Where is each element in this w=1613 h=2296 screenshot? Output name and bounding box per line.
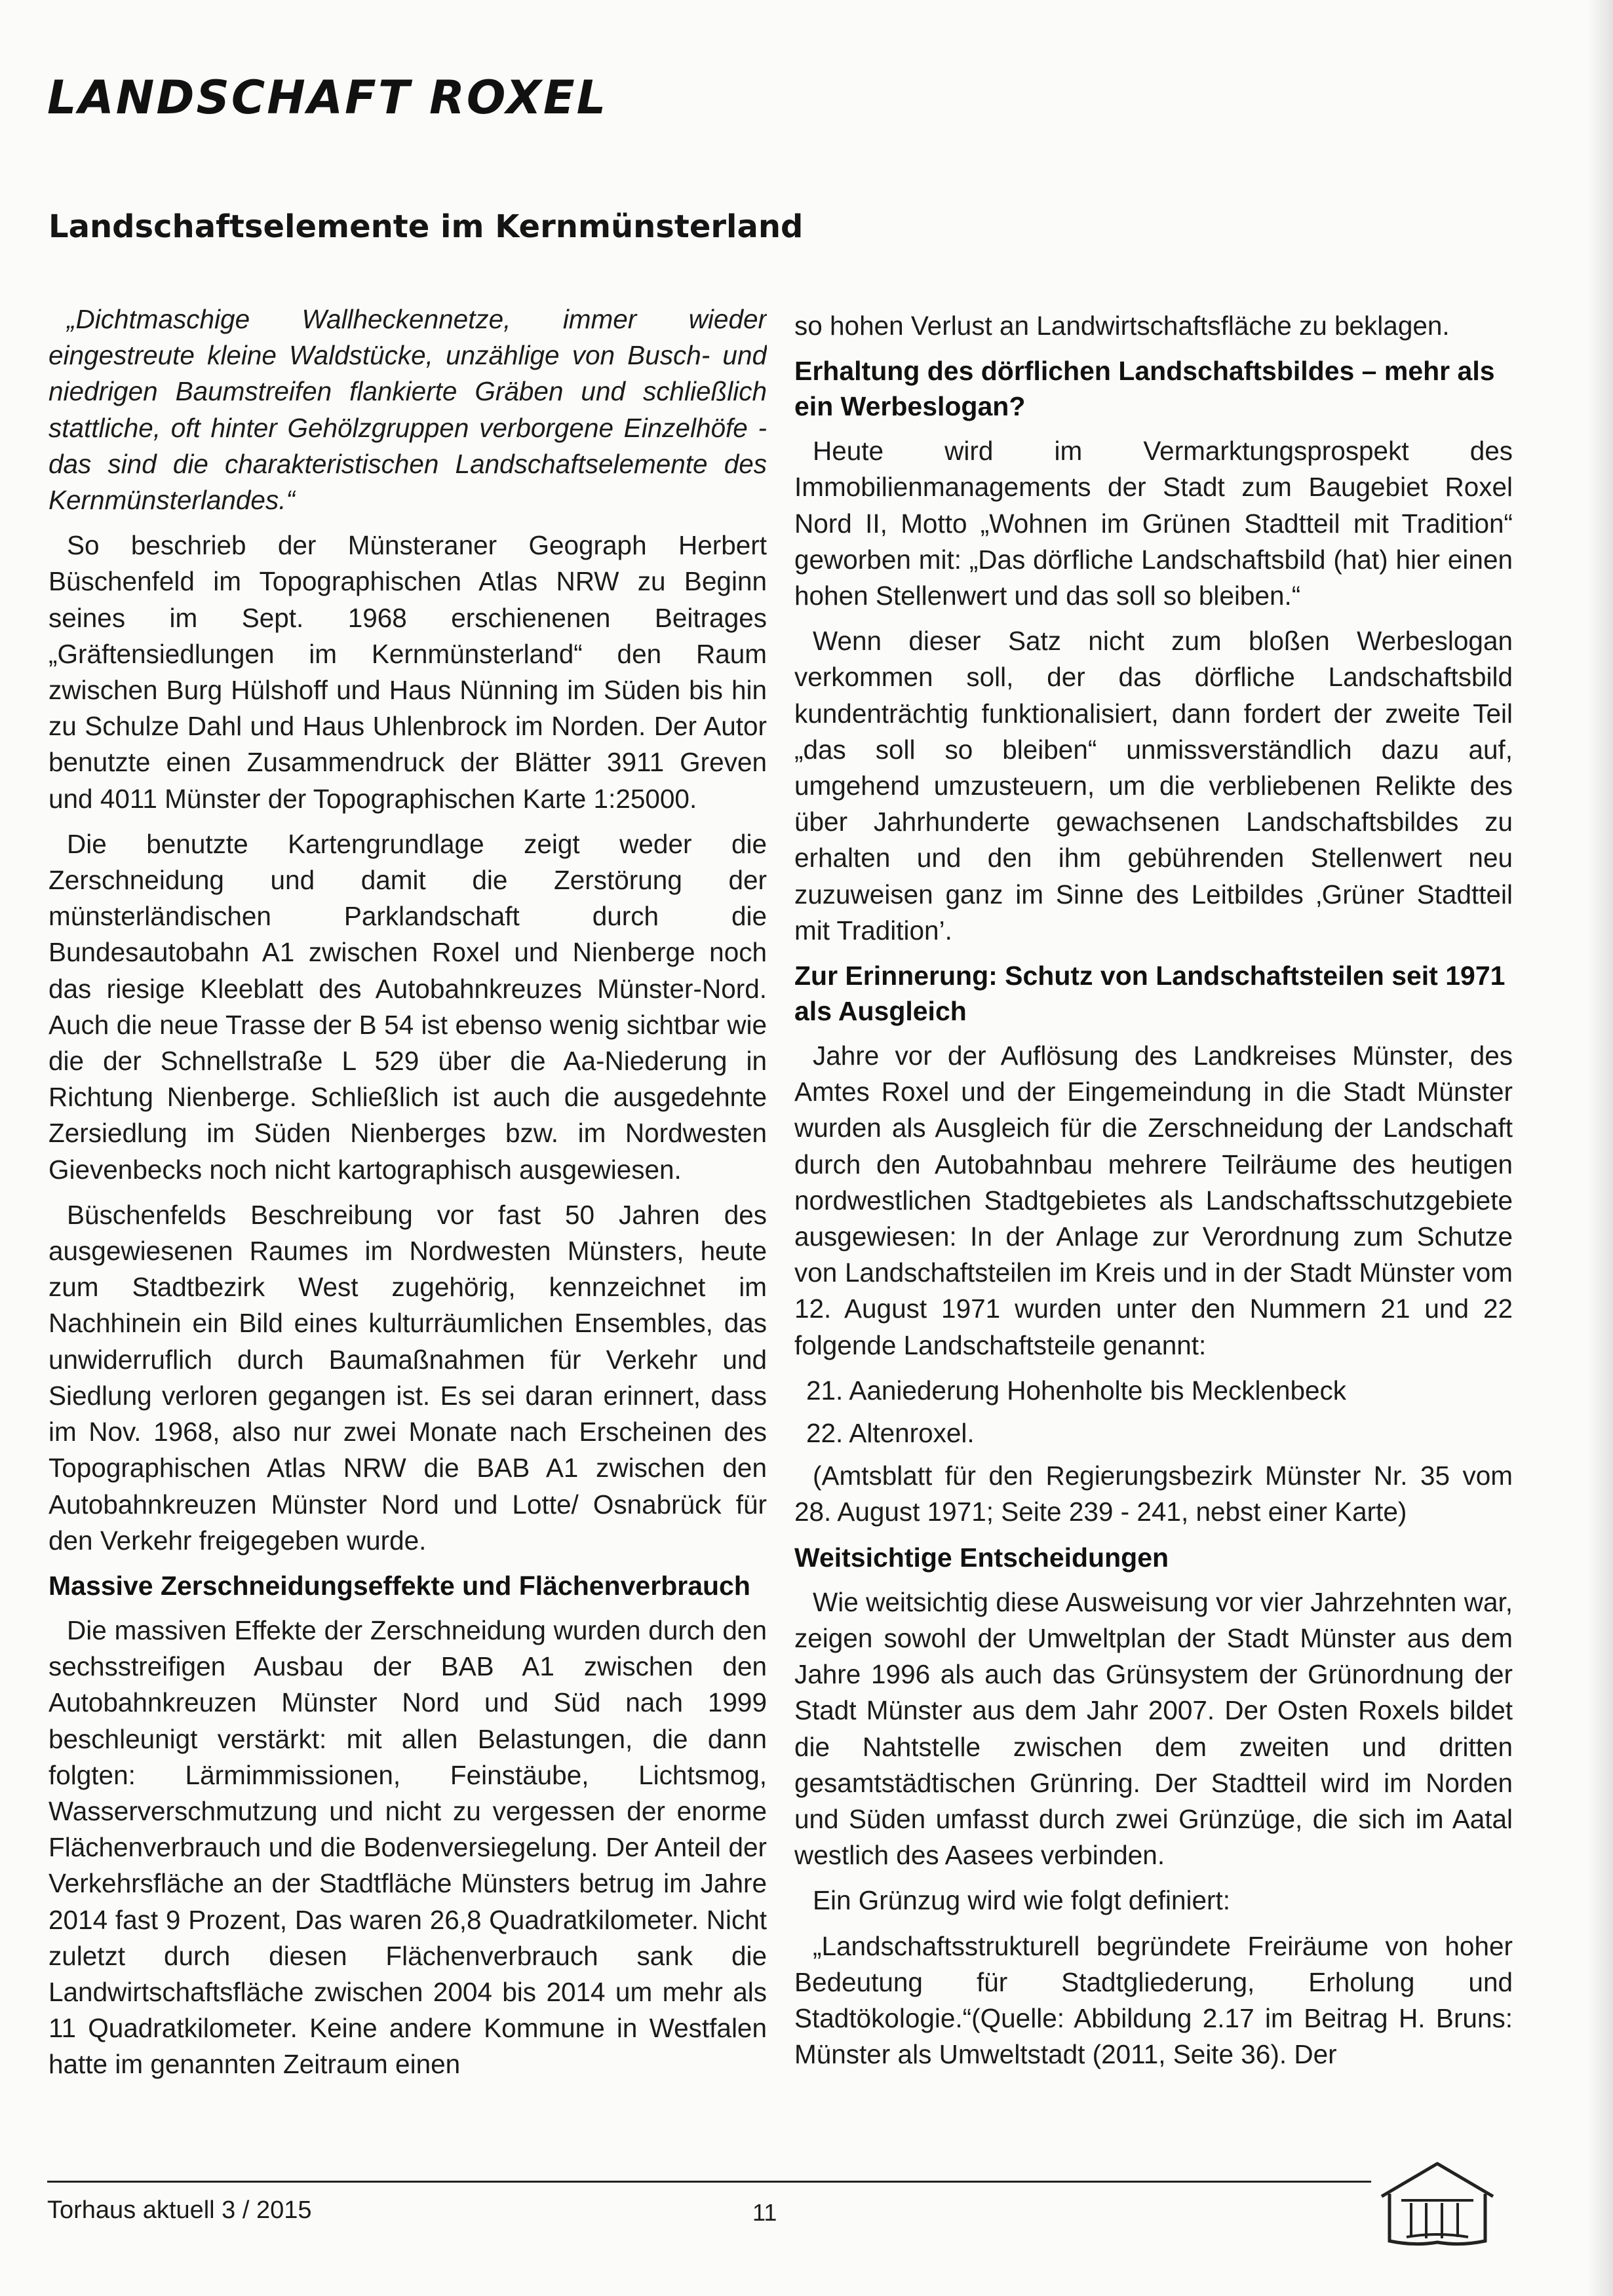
footer-rule	[47, 2181, 1371, 2183]
page-number: 11	[752, 2199, 777, 2226]
section-title: LANDSCHAFT ROXEL	[47, 71, 608, 124]
list-item: 22. Altenroxel.	[806, 1418, 975, 1449]
paragraph: Heute wird im Vermarktungsprospekt des Immobilienmanagements der Stadt zum Baugebiet Roxel Nord II, Motto „Wohnen im Grünen Stadtteil mit Tradition“ geworben mit: „Das dörfliche Landschaftsbild (hat) hier einen hohen Stellenwert und das soll so bleiben.“	[794, 436, 1513, 611]
paragraph: so hohen Verlust an Landwirtschaftsfläche zu beklagen.	[794, 311, 1450, 341]
paragraph: Die benutzte Kartengrundlage zeigt weder die Zerschneidung und damit die Zerstörung der münsterländischen Parklandschaft durch die Bundesautobahn A1 zwischen Roxel und Nienberge noch das riesige Kleeblatt des Autobahnkreuzes Münster-Nord. Auch die neue Trasse der B 54 ist ebenso wenig sichtbar wie die der Schnellstraße L 529 über die Aa-Niederung in Richtung Nienberge. Schließlich ist auch die ausgedehnte Zersiedlung im Süden Nienberges bzw. im Nordwesten Gievenbecks noch nicht kartographisch ausgewiesen.	[49, 828, 767, 1185]
article-heading: Landschaftselemente im Kernmünsterland	[49, 208, 804, 245]
page-binding-shadow	[1587, 0, 1613, 2296]
subheading: Weitsichtige Entscheidungen	[794, 1542, 1169, 1573]
footer-publication: Torhaus aktuell 3 / 2015	[47, 2196, 312, 2224]
subheading: Zur Erinnerung: Schutz von Landschaftsteilen seit 1971 als Ausgleich	[794, 961, 1506, 1027]
paragraph: „Landschaftsstrukturell begründete Freiräume von hoher Bedeutung für Stadtgliederung, Erholung und Stadtökologie.“(Quelle: Abbildung 2.17 im Beitrag H. Bruns: Münster als Umweltstadt (2011, Seite 36). Der	[794, 1930, 1513, 2070]
list-item: 21. Aaniederung Hohenholte bis Mecklenbeck	[806, 1375, 1347, 1406]
paragraph: Wenn dieser Satz nicht zum bloßen Werbeslogan verkommen soll, der das dörfliche Landschaftsbild kundenträchtig funktionalisiert, dann fordert der zweite Teil „das soll so bleiben“ unmissverständlich dazu auf, umgehend umzusteuern, um die verbliebenen Relikte des über Jahrhunderte gewachsenen Landschaftsbildes zu erhalten und den ihm gebührenden Stellenwert neu zuzuweisen ganz im Sinne des Leitbildes ‚Grüner Stadtteil mit Tradition’.	[794, 626, 1513, 946]
subheading: Erhaltung des dörflichen Landschaftsbildes – mehr als ein Werbeslogan?	[794, 356, 1495, 422]
paragraph: Wie weitsichtig diese Ausweisung vor vier Jahrzehnten war, zeigen sowohl der Umweltplan der Stadt Münster aus dem Jahre 1996 als auch das Grünsystem der Grünordnung der Stadt Münster aus dem Jahr 2007. Der Osten Roxels bildet die Nahtstelle zwischen dem zweiten und dritten gesamtstädtischen Grünring. Der Stadtteil wird im Norden und Süden umfasst durch zwei Grünzüge, die sich im Aatal westlich des Aasees verbinden.	[794, 1586, 1513, 1871]
subheading: Massive Zerschneidungseffekte und Flächenverbrauch	[49, 1570, 750, 1601]
paragraph: Jahre vor der Auflösung des Landkreises Münster, des Amtes Roxel und der Eingemeindung in die Stadt Münster wurden als Ausgleich für die Zerschneidung der Landschaft durch den Autobahnbau mehrere Teilräume des heutigen nordwestlichen Stadtgebietes als Landschaftsschutzgebiete ausgewiesen: In der Anlage zur Verordnung zum Schutze von Landschaftsteilen im Kreis und in der Stadt Münster vom 12. August 1971 wurden unter den Nummern 21 und 22 folgende Landschaftsteile genannt:	[794, 1041, 1513, 1360]
right-column	[794, 308, 1513, 2162]
paragraph: Die massiven Effekte der Zerschneidung wurden durch den sechsstreifigen Ausbau der BAB A1 zwischen den Autobahnkreuzen Münster Nord und Süd nach 1999 beschleunigt verstärkt: mit allen Belastungen, die dann folgten: Lärmimmissionen, Feinstäube, Lichtsmog, Wasserverschmutzung und nicht zu vergessen der enorme Flächenverbrauch und die Bodenversiegelung. Der Anteil der Verkehrsfläche an der Stadtfläche Münsters betrug im Jahre 2014 fast 9 Prozent, Das waren 26,8 Quadratkilometer. Nicht zuletzt durch diesen Flächenverbrauch sank die Landwirtschaftsfläche zwischen 2004 bis 2014 um mehr als 11 Quadratkilometer. Keine andere Kommune in Westfalen hatte im genannten Zeitraum einen	[49, 1615, 767, 2080]
paragraph: „Dichtmaschige Wallheckennetze, immer wieder eingestreute kleine Waldstücke, unzählige von Busch- und niedrigen Baumstreifen flankierte Gräben und schließlich stattliche, oft hinter Gehölzgruppen verborgene Einzelhöfe - das sind die charakteristischen Landschaftselemente des Kernmünsterlandes.“	[49, 304, 767, 516]
paragraph: So beschrieb der Münsteraner Geograph Herbert Büschenfeld im Topographischen Atlas NRW zu Beginn seines im Sept. 1968 erschienenen Beitrages „Gräftensiedlungen im Kernmünsterland“ den Raum zwischen Burg Hülshoff und Haus Nünning im Süden bis hin zu Schulze Dahl und Haus Uhlenbrock im Norden. Der Autor benutzte einen Zusammendruck der Blätter 3911 Greven und 4011 Münster der Topographischen Karte 1:25000.	[49, 530, 767, 814]
torhaus-logo-icon	[1375, 2156, 1500, 2254]
paragraph: Ein Grünzug wird wie folgt definiert:	[813, 1885, 1231, 1916]
paragraph: (Amtsblatt für den Regierungsbezirk Münster Nr. 35 vom 28. August 1971; Seite 239 - 241, nebst einer Karte)	[794, 1461, 1513, 1527]
left-column	[49, 301, 767, 2156]
paragraph: Büschenfelds Beschreibung vor fast 50 Jahren des ausgewiesenen Raumes im Nordwesten Münsters, heute zum Stadtbezirk West zugehörig, kennzeichnet im Nachhinein ein Bild eines kulturräumlichen Ensembles, das unwiderruflich durch Baumaßnahmen für Verkehr und Siedlung verloren gegangen ist. Es sei daran erinnert, dass im Nov. 1968, also nur zwei Monate nach Erscheinen des Topographischen Atlas NRW die BAB A1 zwischen den Autobahnkreuzen Münster Nord und Lotte/ Osnabrück für den Verkehr freigegeben wurde.	[49, 1199, 767, 1556]
